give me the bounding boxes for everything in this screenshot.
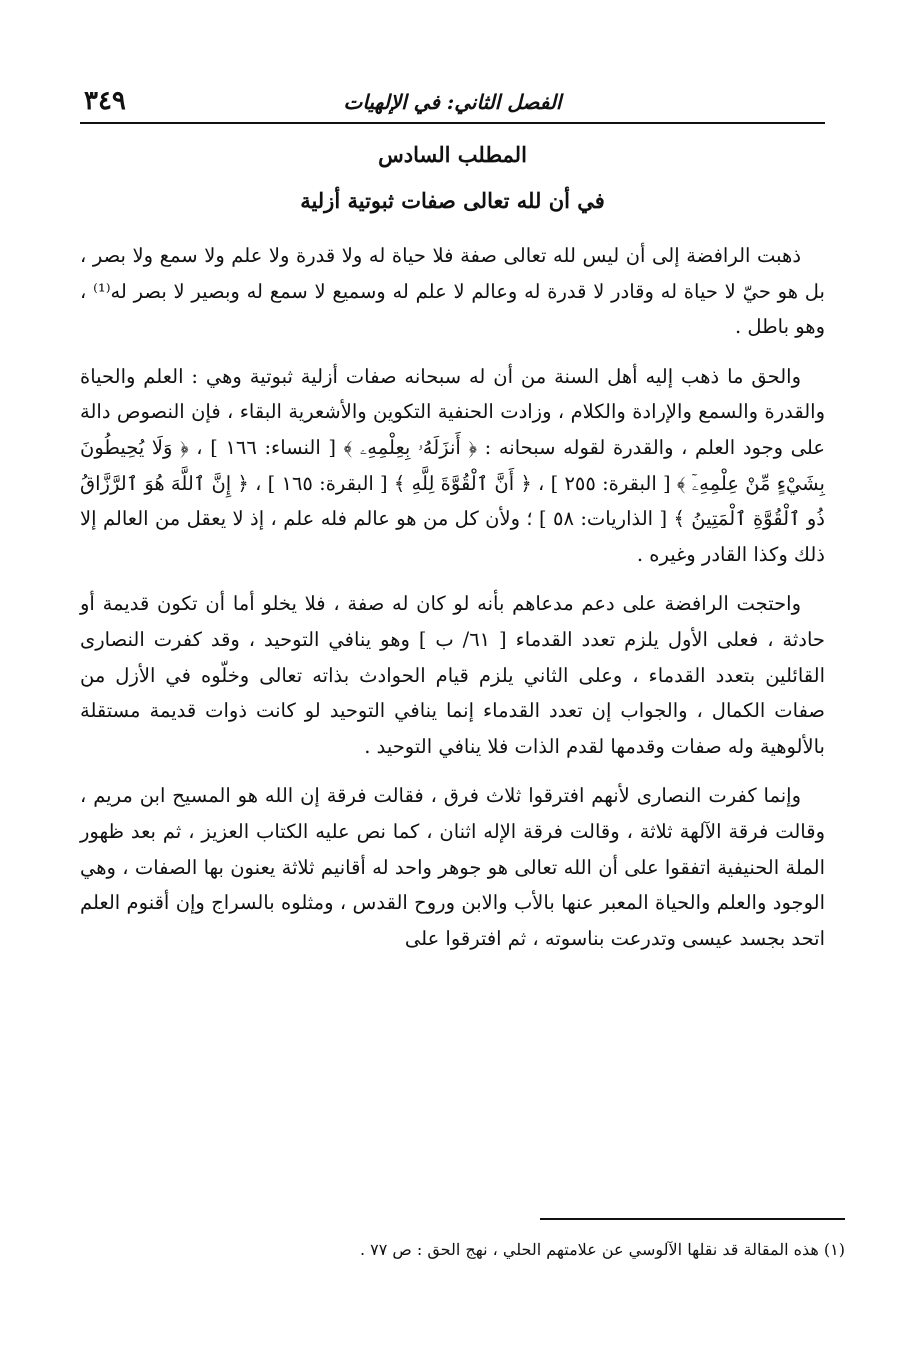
section-title: المطلب السادس — [378, 142, 527, 167]
body-text — [80, 238, 825, 956]
paragraph: واحتجت الرافضة على دعم مدعاهم بأنه لو كان له صفة ، فلا يخلو أما أن تكون قديمة أو حادثة ، فعلى الأول يلزم تعدد القدماء [ ٦١/ ب ] وهو ينافي التوحيد ، وقد كفرت النصارى القائلين بتعدد القدماء ، وعلى الثاني يلزم قيام الحوادث بذاته تعالى وخلّوه في الأزل من صفات الكمال ، والجواب إن تعدد القدماء إنما ينافي التوحيد لو كانت ذوات قديمة مستقلة بالألوهية وله صفات وقدمها لقدم الذات فلا ينافي التوحيد . — [80, 592, 825, 758]
section-subtitle: في أن لله تعالى صفات ثبوتية أزلية — [300, 188, 605, 213]
paragraph: والحق ما ذهب إليه أهل السنة من أن له سبحانه صفات أزلية ثبوتية وهي : العلم والحياة والقدرة والسمع والإرادة والكلام ، وزادت الحنفية التكوين والأشعرية البقاء ، فإن النصوص دالة على وجود العلم ، والقدرة لقوله سبحانه : ﴿ أَنزَلَهُۥ بِعِلْمِهِۦ ﴾ [ النساء: ١٦٦ ] ، ﴿ وَلَا يُحِيطُونَ بِشَيْءٍ مِّنْ عِلْمِهِۦٓ ﴾ [ البقرة: ٢٥٥ ] ، ﴿ أَنَّ ٱلْقُوَّةَ لِلَّهِ ﴾ [ البقرة: ١٦٥ ] ، ﴿ إِنَّ ٱللَّهَ هُوَ ٱلرَّزَّاقُ ذُو ٱلْقُوَّةِ ٱلْمَتِينُ ﴾ [ الذاريات: ٥٨ ] ؛ ولأن كل من هو عالم فله علم ، إذ لا يعقل من العالم إلا ذلك وكذا القادر وغيره . — [80, 364, 826, 566]
footnote-divider — [540, 1218, 845, 1220]
running-title: الفصل الثاني: في الإلهيات — [343, 90, 562, 114]
page-number: ٣٤٩ — [84, 86, 126, 116]
footnote: (١) هذه المقالة قد نقلها الآلوسي عن علامتهم الحلي ، نهج الحق : ص ٧٧ . — [359, 1240, 845, 1259]
paragraph: ذهبت الرافضة إلى أن ليس لله تعالى صفة فلا حياة له ولا قدرة ولا علم ولا سمع ولا بصر ، بل هو حيّ لا حياة له وقادر لا قدرة له وعالم لا علم له وسميع لا سمع له وبصير لا بصر له⁽¹⁾ ، وهو باطل . — [80, 244, 825, 339]
page-header — [80, 82, 825, 124]
paragraph: وإنما كفرت النصارى لأنهم افترقوا ثلاث فرق ، فقالت فرقة إن الله هو المسيح ابن مريم ، وقالت فرقة الآلهة ثلاثة ، وقالت فرقة الإله اثنان ، كما نص عليه الكتاب العزيز ، ثم بعد ظهور الملة الحنيفية اتفقوا على أن الله تعالى هو جوهر واحد له أقانيم ثلاثة يعنون بها الصفات ، وهي الوجود والعلم والحياة المعبر عنها بالأب والابن وروح القدس ، ومثلوه بالسراج وإن أقنوم العلم اتحد بجسد عيسى وتدرعت بناسوته ، ثم افترقوا على — [80, 784, 825, 950]
